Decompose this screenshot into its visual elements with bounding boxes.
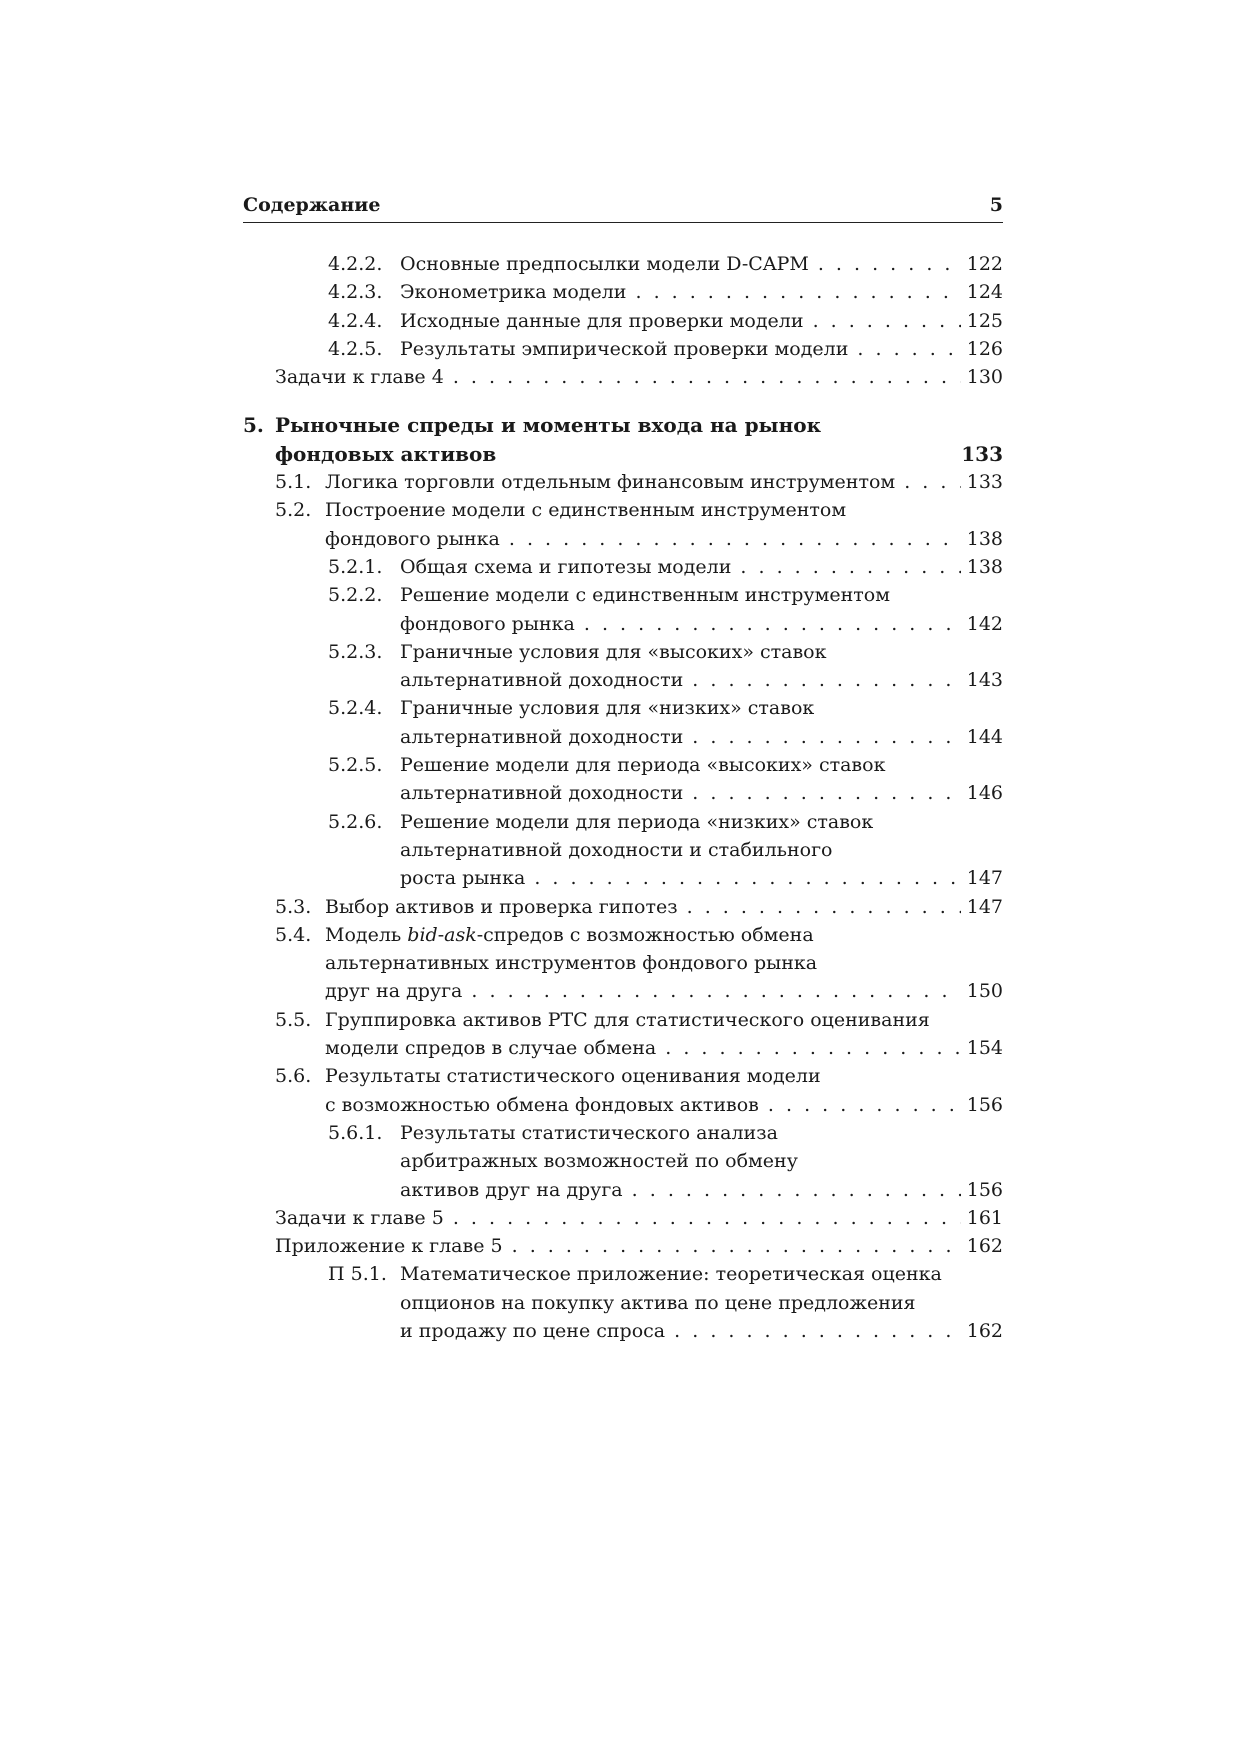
toc-line bbox=[243, 468, 1003, 496]
toc-page-number: 154 bbox=[961, 1034, 1003, 1062]
toc-entry-number: 4.2.5. bbox=[328, 337, 383, 360]
toc-entry-number: 5.6. bbox=[275, 1065, 312, 1088]
toc-entry-number: П 5.1. bbox=[328, 1263, 387, 1286]
toc-line bbox=[243, 751, 1003, 779]
toc-entry[interactable] bbox=[243, 893, 1003, 921]
toc-page-number: 126 bbox=[961, 335, 1003, 363]
toc-line bbox=[243, 1260, 1003, 1288]
toc-entry-title: Результаты эмпирической проверки модели . . . bbox=[400, 335, 1003, 363]
toc-line bbox=[243, 1289, 1003, 1317]
toc-entry-title: опционов на покупку актива по цене предложения bbox=[400, 1291, 916, 1314]
toc-entry-title: Рыночные спреды и моменты входа на рынок bbox=[275, 413, 822, 438]
toc-line bbox=[243, 496, 1003, 524]
toc-entry-title: роста рынка . . . bbox=[400, 864, 1003, 892]
toc-entry[interactable] bbox=[243, 1062, 1003, 1119]
toc-entry-number: 4.2.2. bbox=[328, 253, 383, 275]
toc-line bbox=[243, 1204, 1003, 1232]
toc-line bbox=[243, 723, 1003, 751]
running-header bbox=[243, 192, 1003, 223]
toc-entry-title: альтернативной доходности . . . bbox=[400, 666, 1003, 694]
toc-entry-title: арбитражных возможностей по обмену bbox=[400, 1150, 798, 1173]
toc-line bbox=[243, 836, 1003, 864]
toc-entry-number: 5. bbox=[243, 413, 264, 438]
toc-page-number: 156 bbox=[961, 1176, 1003, 1204]
toc-line bbox=[243, 1317, 1003, 1345]
toc-entry[interactable] bbox=[243, 468, 1003, 496]
toc-entry[interactable] bbox=[243, 1232, 1003, 1260]
toc-entry-title: альтернативных инструментов фондового рынка bbox=[325, 952, 818, 975]
toc-entry-number: 5.2. bbox=[275, 499, 312, 522]
toc-entry[interactable] bbox=[243, 808, 1003, 893]
toc-entry-title: с возможностью обмена фондовых активов . . . bbox=[325, 1091, 1003, 1119]
toc-entry[interactable] bbox=[243, 1204, 1003, 1232]
toc-line bbox=[243, 610, 1003, 638]
toc-entry-title: Группировка активов РТС для статистического оценивания bbox=[325, 1008, 930, 1031]
toc-entry-number: 4.2.4. bbox=[328, 309, 383, 332]
toc-entry-title: Эконометрика модели . . . bbox=[400, 278, 1003, 306]
toc-entry-title: Логика торговли отдельным финансовым инструментом . . . bbox=[325, 468, 1003, 496]
toc-entry-number: 5.2.3. bbox=[328, 640, 383, 663]
toc-page-number: 142 bbox=[961, 610, 1003, 638]
toc-line bbox=[243, 411, 1003, 439]
toc-entry-title: альтернативной доходности . . . bbox=[400, 779, 1003, 807]
toc-entry-number: 5.2.5. bbox=[328, 754, 383, 777]
toc-line bbox=[243, 949, 1003, 977]
toc-entry-title: Решение модели для периода «высоких» ставок bbox=[400, 754, 886, 777]
toc-entry-title: Приложение к главе 5 . . . bbox=[275, 1232, 1003, 1260]
toc-entry[interactable] bbox=[243, 250, 1003, 278]
toc-page-number: 130 bbox=[961, 363, 1003, 391]
toc-entry[interactable] bbox=[243, 335, 1003, 363]
toc-line bbox=[243, 278, 1003, 306]
toc-entry-number: 5.2.4. bbox=[328, 697, 383, 720]
toc-entry-title: Выбор активов и проверка гипотез . . . bbox=[325, 893, 1003, 921]
toc-page-number: 162 bbox=[961, 1232, 1003, 1260]
toc-entry[interactable] bbox=[243, 411, 1003, 468]
toc-entry-title: Граничные условия для «низких» ставок bbox=[400, 697, 815, 720]
toc-line bbox=[243, 307, 1003, 335]
toc-entry-title: активов друг на друга . . . bbox=[400, 1176, 1003, 1204]
toc-page-number: 122 bbox=[961, 250, 1003, 278]
toc-line bbox=[243, 694, 1003, 722]
header-title: Содержание bbox=[243, 194, 381, 216]
toc-line bbox=[243, 921, 1003, 949]
toc-entry-number: 5.2.6. bbox=[328, 810, 383, 833]
chapter-gap bbox=[243, 391, 1003, 411]
toc-entry[interactable] bbox=[243, 638, 1003, 695]
toc-page-number: 138 bbox=[961, 553, 1003, 581]
toc-entry[interactable] bbox=[243, 694, 1003, 751]
toc-entry[interactable] bbox=[243, 581, 1003, 638]
toc-entry-title: альтернативной доходности и стабильного bbox=[400, 838, 833, 861]
toc-entry[interactable] bbox=[243, 278, 1003, 306]
toc-entry-title: фондового рынка . . . bbox=[400, 610, 1003, 638]
toc-entry-title: фондовых активов bbox=[275, 441, 497, 466]
toc-page-number: 162 bbox=[961, 1317, 1003, 1345]
toc-line bbox=[243, 1147, 1003, 1175]
toc-line bbox=[243, 363, 1003, 391]
toc-page-number: 125 bbox=[961, 307, 1003, 335]
toc-entry-title: Задачи к главе 4 . . . bbox=[275, 363, 1003, 391]
toc-entry[interactable] bbox=[243, 496, 1003, 553]
toc-entry-title: модели спредов в случае обмена . . . bbox=[325, 1034, 1003, 1062]
toc-line bbox=[243, 250, 1003, 278]
toc-page-number: 146 bbox=[961, 779, 1003, 807]
toc-line bbox=[243, 335, 1003, 363]
toc-entry-number: 4.2.3. bbox=[328, 281, 383, 304]
header-page-number: 5 bbox=[989, 194, 1003, 216]
toc-entry[interactable] bbox=[243, 921, 1003, 1006]
toc-page-number: 156 bbox=[961, 1091, 1003, 1119]
toc-entry-title: альтернативной доходности . . . bbox=[400, 723, 1003, 751]
toc-entry[interactable] bbox=[243, 307, 1003, 335]
toc-line bbox=[243, 1006, 1003, 1034]
toc-entry[interactable] bbox=[243, 1119, 1003, 1204]
toc-line bbox=[243, 666, 1003, 694]
toc-entry-title: фондового рынка . . . bbox=[325, 525, 1003, 553]
toc-line bbox=[243, 525, 1003, 553]
toc-line bbox=[243, 1176, 1003, 1204]
toc-entry-number: 5.3. bbox=[275, 895, 312, 918]
toc-line bbox=[243, 1232, 1003, 1260]
toc-entry-title: и продажу по цене спроса . . . bbox=[400, 1317, 1003, 1345]
toc-page-number: 138 bbox=[961, 525, 1003, 553]
toc-entry-title: Модель bid-ask-спредов с возможностью обмена bbox=[325, 923, 814, 946]
toc-line bbox=[243, 977, 1003, 1005]
toc-line bbox=[243, 893, 1003, 921]
toc-page-number: 150 bbox=[961, 977, 1003, 1005]
toc-entry[interactable] bbox=[243, 751, 1003, 808]
toc-line bbox=[243, 553, 1003, 581]
toc-entry-number: 5.6.1. bbox=[328, 1121, 383, 1144]
toc-entry-title: Граничные условия для «высоких» ставок bbox=[400, 640, 827, 663]
toc-entry-number: 5.5. bbox=[275, 1008, 312, 1031]
toc-page-number: 143 bbox=[961, 666, 1003, 694]
toc-entry-title: Задачи к главе 5 . . . bbox=[275, 1204, 1003, 1232]
toc-entry-number: 5.4. bbox=[275, 923, 312, 946]
toc-page-number: 147 bbox=[961, 893, 1003, 921]
toc-entry[interactable] bbox=[243, 553, 1003, 581]
toc-entry-title: Математическое приложение: теоретическая оценка bbox=[400, 1263, 942, 1286]
toc-page-number: 144 bbox=[961, 723, 1003, 751]
toc-line bbox=[243, 440, 1003, 468]
toc-entry[interactable] bbox=[243, 1006, 1003, 1063]
toc-line bbox=[243, 581, 1003, 609]
toc-entry-title: Построение модели с единственным инструментом bbox=[325, 499, 847, 522]
toc-entry-number: 5.2.1. bbox=[328, 555, 383, 578]
toc-page-number: 161 bbox=[961, 1204, 1003, 1232]
toc-line bbox=[243, 808, 1003, 836]
toc-page-number: 133 bbox=[955, 440, 1003, 468]
toc-line bbox=[243, 779, 1003, 807]
toc-line bbox=[243, 864, 1003, 892]
toc-line bbox=[243, 1034, 1003, 1062]
toc-page-number: 147 bbox=[961, 864, 1003, 892]
toc-entry[interactable] bbox=[243, 1260, 1003, 1345]
toc-entry-number: 5.1. bbox=[275, 471, 312, 494]
toc-page-number: 124 bbox=[961, 278, 1003, 306]
toc-entry-number: 5.2.2. bbox=[328, 584, 383, 607]
toc-line bbox=[243, 638, 1003, 666]
toc-entry-title: друг на друга . . . bbox=[325, 977, 1003, 1005]
toc-line bbox=[243, 1062, 1003, 1090]
toc-line bbox=[243, 1091, 1003, 1119]
toc-entry-title: Исходные данные для проверки модели . . . bbox=[400, 307, 1003, 335]
toc-entry-title: Общая схема и гипотезы модели . . . bbox=[400, 553, 1003, 581]
toc-entry-title: Результаты статистического анализа bbox=[400, 1121, 778, 1144]
toc-line bbox=[243, 1119, 1003, 1147]
toc-page-number: 133 bbox=[961, 468, 1003, 496]
table-of-contents bbox=[243, 250, 1003, 1345]
toc-entry-title: Результаты статистического оценивания модели bbox=[325, 1065, 821, 1088]
toc-entry-title: Решение модели для периода «низких» ставок bbox=[400, 810, 874, 833]
toc-entry[interactable] bbox=[243, 363, 1003, 391]
toc-entry-title: Основные предпосылки модели D-CAPM . . . bbox=[400, 250, 1003, 278]
toc-entry-title: Решение модели с единственным инструментом bbox=[400, 584, 891, 607]
